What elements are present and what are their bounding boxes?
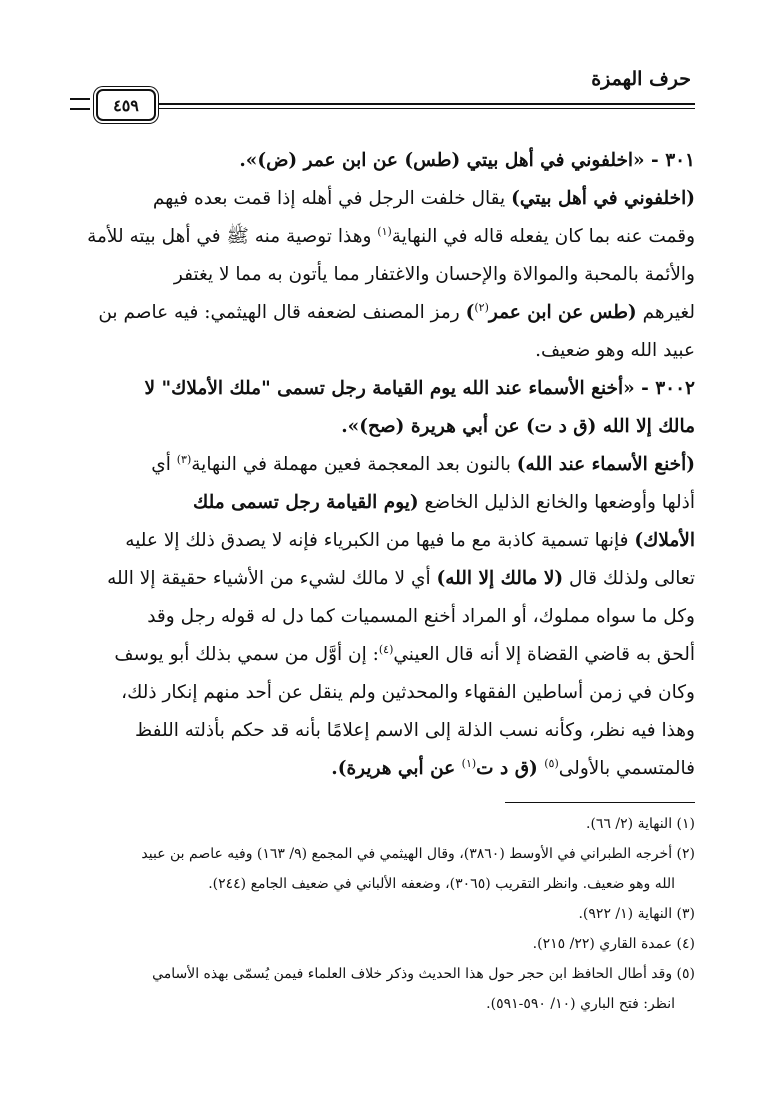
footnote-1: (١) النهاية (٢/ ٦٦). (586, 816, 695, 832)
text-line: وهذا فيه نظر، وكأنه نسب الذلة إلى الاسم إعلامًا بأنه قد حكم بأذلته اللفظ (135, 720, 695, 741)
footnote-5: (٥) وقد أطال الحافظ ابن حجر حول هذا الحديث وذكر خلاف العلماء فيمن يُسمّى بهذه الأسامي (152, 966, 695, 982)
footnotes (68, 809, 695, 1019)
text-line: الأملاك) فإنها تسمية كاذبة مع ما فيها من الكبرياء فإنه لا يصدق ذلك إلا عليه (125, 530, 695, 551)
main-text (68, 142, 695, 788)
chapter-title: حرف الهمزة (591, 68, 691, 90)
hadith-3002-line-2: مالك إلا الله (ق د ت) عن أبي هريرة (صح)». (341, 416, 695, 437)
page-number-badge: ٤٥٩ (96, 89, 156, 121)
footnote-ref: (٣) (176, 452, 192, 466)
header-ornament (70, 98, 90, 110)
text-line: وقمت عنه بما كان يفعله قاله في النهاية$^{(١)}$ وهذا توصية منه ﷺ في أهل بيته للأمة (87, 224, 695, 247)
book-page (68, 60, 695, 1070)
text-line: وكان في زمن أساطين الفقهاء والمحدثين ولم ينقل عن أحد منهم إنكار ذلك، (121, 682, 695, 703)
text-line: أذلها وأوضعها والخانع الذليل الخاضع (يوم القيامة رجل تسمى ملك (193, 492, 695, 513)
text-line: لغيرهم (طس عن ابن عمر$^{(٢)}$) رمز المصنف لضعفه قال الهيثمي: فيه عاصم بن (98, 300, 695, 323)
footnote-ref: (١) (377, 224, 392, 238)
footnote-ref: (٥) (544, 756, 559, 770)
page-header (68, 60, 695, 120)
text-line: (أخنع الأسماء عند الله) بالنون بعد المعجمة فعين مهملة في النهاية$^{(٣)}$ أي (151, 452, 695, 475)
text-line: (اخلفوني في أهل بيتي) يقال خلفت الرجل في أهله إذا قمت بعده فيهم (152, 188, 695, 209)
text-line: والأئمة بالمحبة والموالاة والإحسان والاغتفار مما يأتون به مما لا يغتفر (173, 264, 695, 285)
footnote-3: (٣) النهاية (١/ ٩٢٢). (578, 906, 695, 922)
text-line: فالمتسمي بالأولى$^{(٥)}$ (ق د ت$^{(١)}$ عن أبي هريرة). (331, 756, 695, 779)
hadith-301: ٣٠١ - «اخلفوني في أهل بيتي (طس) عن ابن عمر (ض)». (239, 150, 695, 171)
hadith-3002-line-1: ٣٠٠٢ - «أخنع الأسماء عند الله يوم القيامة رجل تسمى "ملك الأملاك" لا (144, 378, 695, 399)
footnote-5-cont: انظر: فتح الباري (١٠/ ٥٩٠-٥٩١). (486, 996, 675, 1012)
footnote-4: (٤) عمدة القاري (٢٢/ ٢١٥). (532, 936, 695, 952)
text-line: ألحق به قاضي القضاة إلا أنه قال العيني$^{(٤)}$: إن أوَّل من سمي بذلك أبو يوسف (114, 642, 695, 665)
footnote-2-cont: الله وهو ضعيف. وانظر التقريب (٣٠٦٥)، وضعفه الألباني في ضعيف الجامع (٢٤٤). (208, 876, 675, 892)
header-rule (156, 103, 695, 109)
footnote-ref: (١) (461, 756, 477, 770)
footnote-divider (505, 802, 695, 803)
footnote-2: (٢) أخرجه الطبراني في الأوسط (٣٨٦٠)، وقال الهيثمي في المجمع (٩/ ١٦٣) وفيه عاصم بن عبيد (141, 846, 695, 862)
footnote-ref: (٢) (474, 300, 489, 314)
text-line: تعالى ولذلك قال (لا مالك إلا الله) أي لا مالك لشيء من الأشياء حقيقة إلا الله (107, 568, 695, 589)
text-line: وكل ما سواه مملوك، أو المراد أخنع المسميات كما دل له قوله رجل وقد (147, 606, 695, 627)
text-line: عبيد الله وهو ضعيف. (535, 340, 695, 361)
footnote-ref: (٤) (378, 642, 394, 656)
